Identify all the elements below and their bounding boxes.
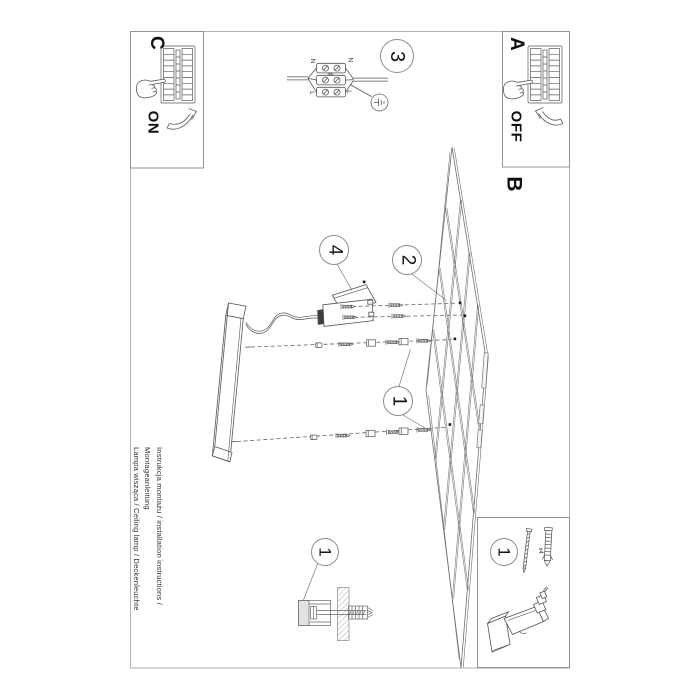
section-a-label: A xyxy=(506,36,527,52)
assembly-drawing xyxy=(212,147,488,668)
screw-icon xyxy=(392,314,406,319)
step-3-badge: 3 xyxy=(380,39,414,73)
wire-label-l-right: L xyxy=(344,90,352,94)
wiring-diagram xyxy=(287,58,388,111)
terminal-blocks xyxy=(317,63,346,97)
on-label: ON xyxy=(144,110,162,134)
ceiling-grid-panel xyxy=(426,147,488,668)
mounting-rail xyxy=(212,303,246,462)
off-label: OFF xyxy=(507,110,525,142)
off-arrow-icon xyxy=(536,108,564,126)
fuse-box-icon xyxy=(528,46,562,103)
screw-icon xyxy=(389,303,403,308)
screw-icon xyxy=(417,338,431,343)
wire-label-l-left: L xyxy=(307,91,315,95)
leaflet-title xyxy=(132,447,165,657)
screw-icon xyxy=(336,433,350,438)
wire-label-n-left: N xyxy=(308,58,316,64)
wire-label-n-right: N xyxy=(346,57,354,63)
title-line-2: Lampa wisząca / Ceiling lamp / Deckenleuchte xyxy=(132,447,141,611)
step-1-tools-badge: 1 xyxy=(490,538,518,566)
ceiling-material xyxy=(338,588,350,641)
bracket-icon xyxy=(366,430,375,436)
screw-icon xyxy=(521,529,532,573)
section-b-label: B xyxy=(502,176,526,192)
bracket-icon xyxy=(367,340,376,346)
screw-icon xyxy=(386,340,400,345)
driver-cable xyxy=(246,313,318,334)
lamp-cable xyxy=(354,78,389,81)
step-2-badge: 2 xyxy=(392,245,422,275)
step-1-anchor-badge: 1 xyxy=(311,538,339,566)
screw-qty-label: x4 xyxy=(536,547,543,554)
section-c-label: C xyxy=(146,35,167,51)
spacer-icon xyxy=(311,435,318,440)
drill-icon xyxy=(488,587,549,652)
step-4-badge: 4 xyxy=(319,235,349,265)
screw-icon xyxy=(339,342,353,347)
on-arrow-icon xyxy=(167,109,197,130)
bracket-icon xyxy=(399,428,408,434)
spacer-icon xyxy=(316,343,323,348)
led-driver xyxy=(318,281,376,327)
bracket-icon xyxy=(399,338,408,344)
title-line-1: Instrukcja montażu / installation instructions / Montageanleitung xyxy=(143,447,164,605)
mains-cable xyxy=(287,77,308,80)
step-1-badge: 1 xyxy=(383,386,413,416)
ground-symbol-icon xyxy=(371,94,388,111)
anchor-cross-section xyxy=(299,563,374,641)
